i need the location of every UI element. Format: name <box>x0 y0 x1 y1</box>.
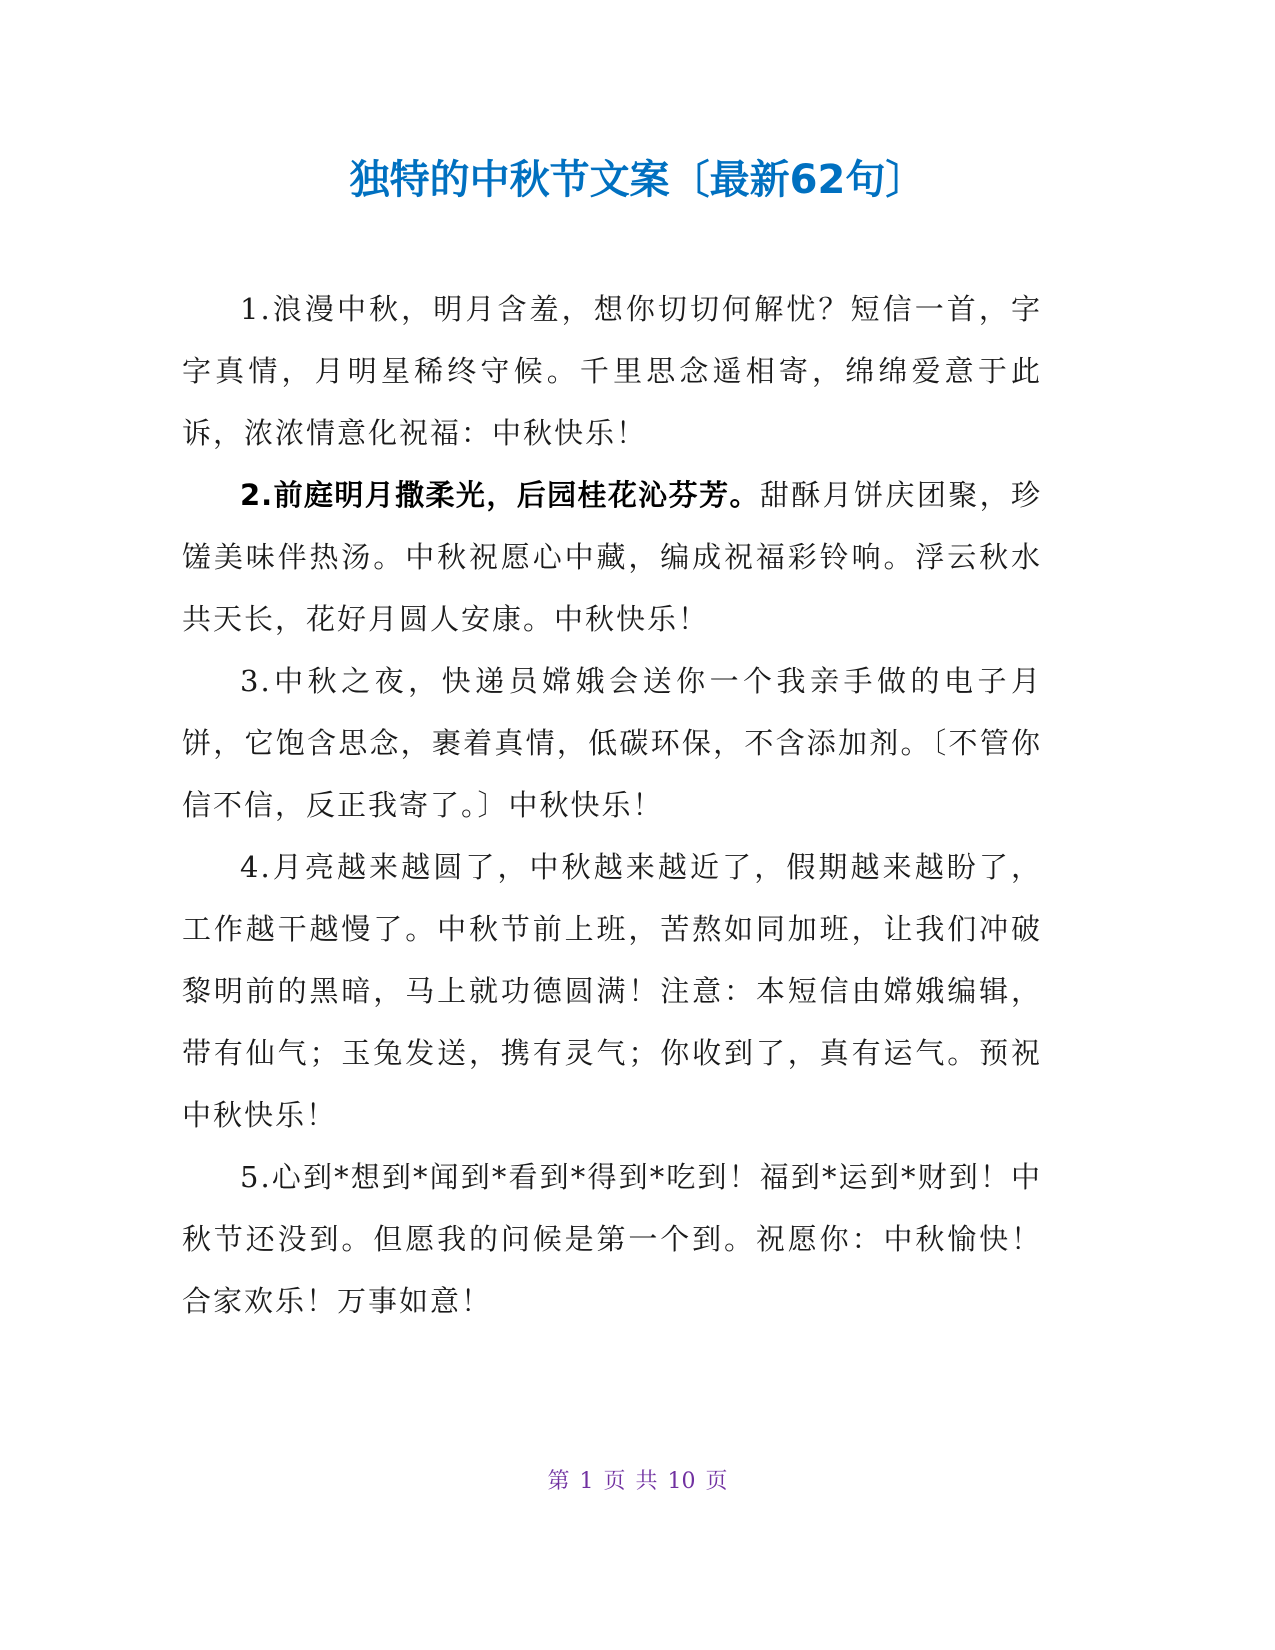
footer-total-pages: 10 <box>667 1469 696 1494</box>
footer-current-page: 1 <box>579 1469 594 1494</box>
footer-label-unit: 页 <box>603 1469 626 1494</box>
paragraph-2 <box>182 464 1042 650</box>
paragraph-5-text: 5.心到*想到*闻到*看到*得到*吃到！福到*运到*财到！中秋节还没到。但愿我的问候是第一个到。祝愿你：中秋愉快！合家欢乐！万事如意！ <box>182 1160 1042 1318</box>
paragraph-3-text: 3.中秋之夜，快递员嫦娥会送你一个我亲手做的电子月饼，它饱含思念，裹着真情，低碳环保，不含添加剂。〔不管你信不信，反正我寄了。〕中秋快乐！ <box>182 664 1042 822</box>
document-body <box>182 278 1042 1332</box>
paragraph-5 <box>182 1146 1042 1332</box>
footer-label-total: 共 <box>635 1469 658 1494</box>
footer-label-page: 第 <box>547 1469 570 1494</box>
paragraph-2-text: 甜酥月饼庆团聚，珍馐美味伴热汤。中秋祝愿心中藏，编成祝福彩铃响。浮云秋水共天长，花好月圆人安康。中秋快乐！ <box>182 478 1042 636</box>
paragraph-2-bold-lead: 2.前庭明月撒柔光，后园桂花沁芬芳。 <box>240 478 760 512</box>
paragraph-4-text: 4.月亮越来越圆了，中秋越来越近了，假期越来越盼了，工作越干越慢了。中秋节前上班，苦熬如同加班，让我们冲破黎明前的黑暗，马上就功德圆满！注意：本短信由嫦娥编辑，带有仙气；玉兔发送，携有灵气；你收到了，真有运气。预祝中秋快乐！ <box>182 850 1042 1132</box>
paragraph-1-text: 1.浪漫中秋，明月含羞，想你切切何解忧？短信一首，字字真情，月明星稀终守候。千里思念遥相寄，绵绵爱意于此诉，浓浓情意化祝福：中秋快乐！ <box>182 292 1042 450</box>
document-title: 独特的中秋节文案〔最新62句〕 <box>349 157 926 203</box>
page-number-footer <box>0 1462 1275 1502</box>
footer-label-unit-end: 页 <box>705 1469 728 1494</box>
paragraph-4 <box>182 836 1042 1146</box>
paragraph-3 <box>182 650 1042 836</box>
paragraph-1 <box>182 278 1042 464</box>
